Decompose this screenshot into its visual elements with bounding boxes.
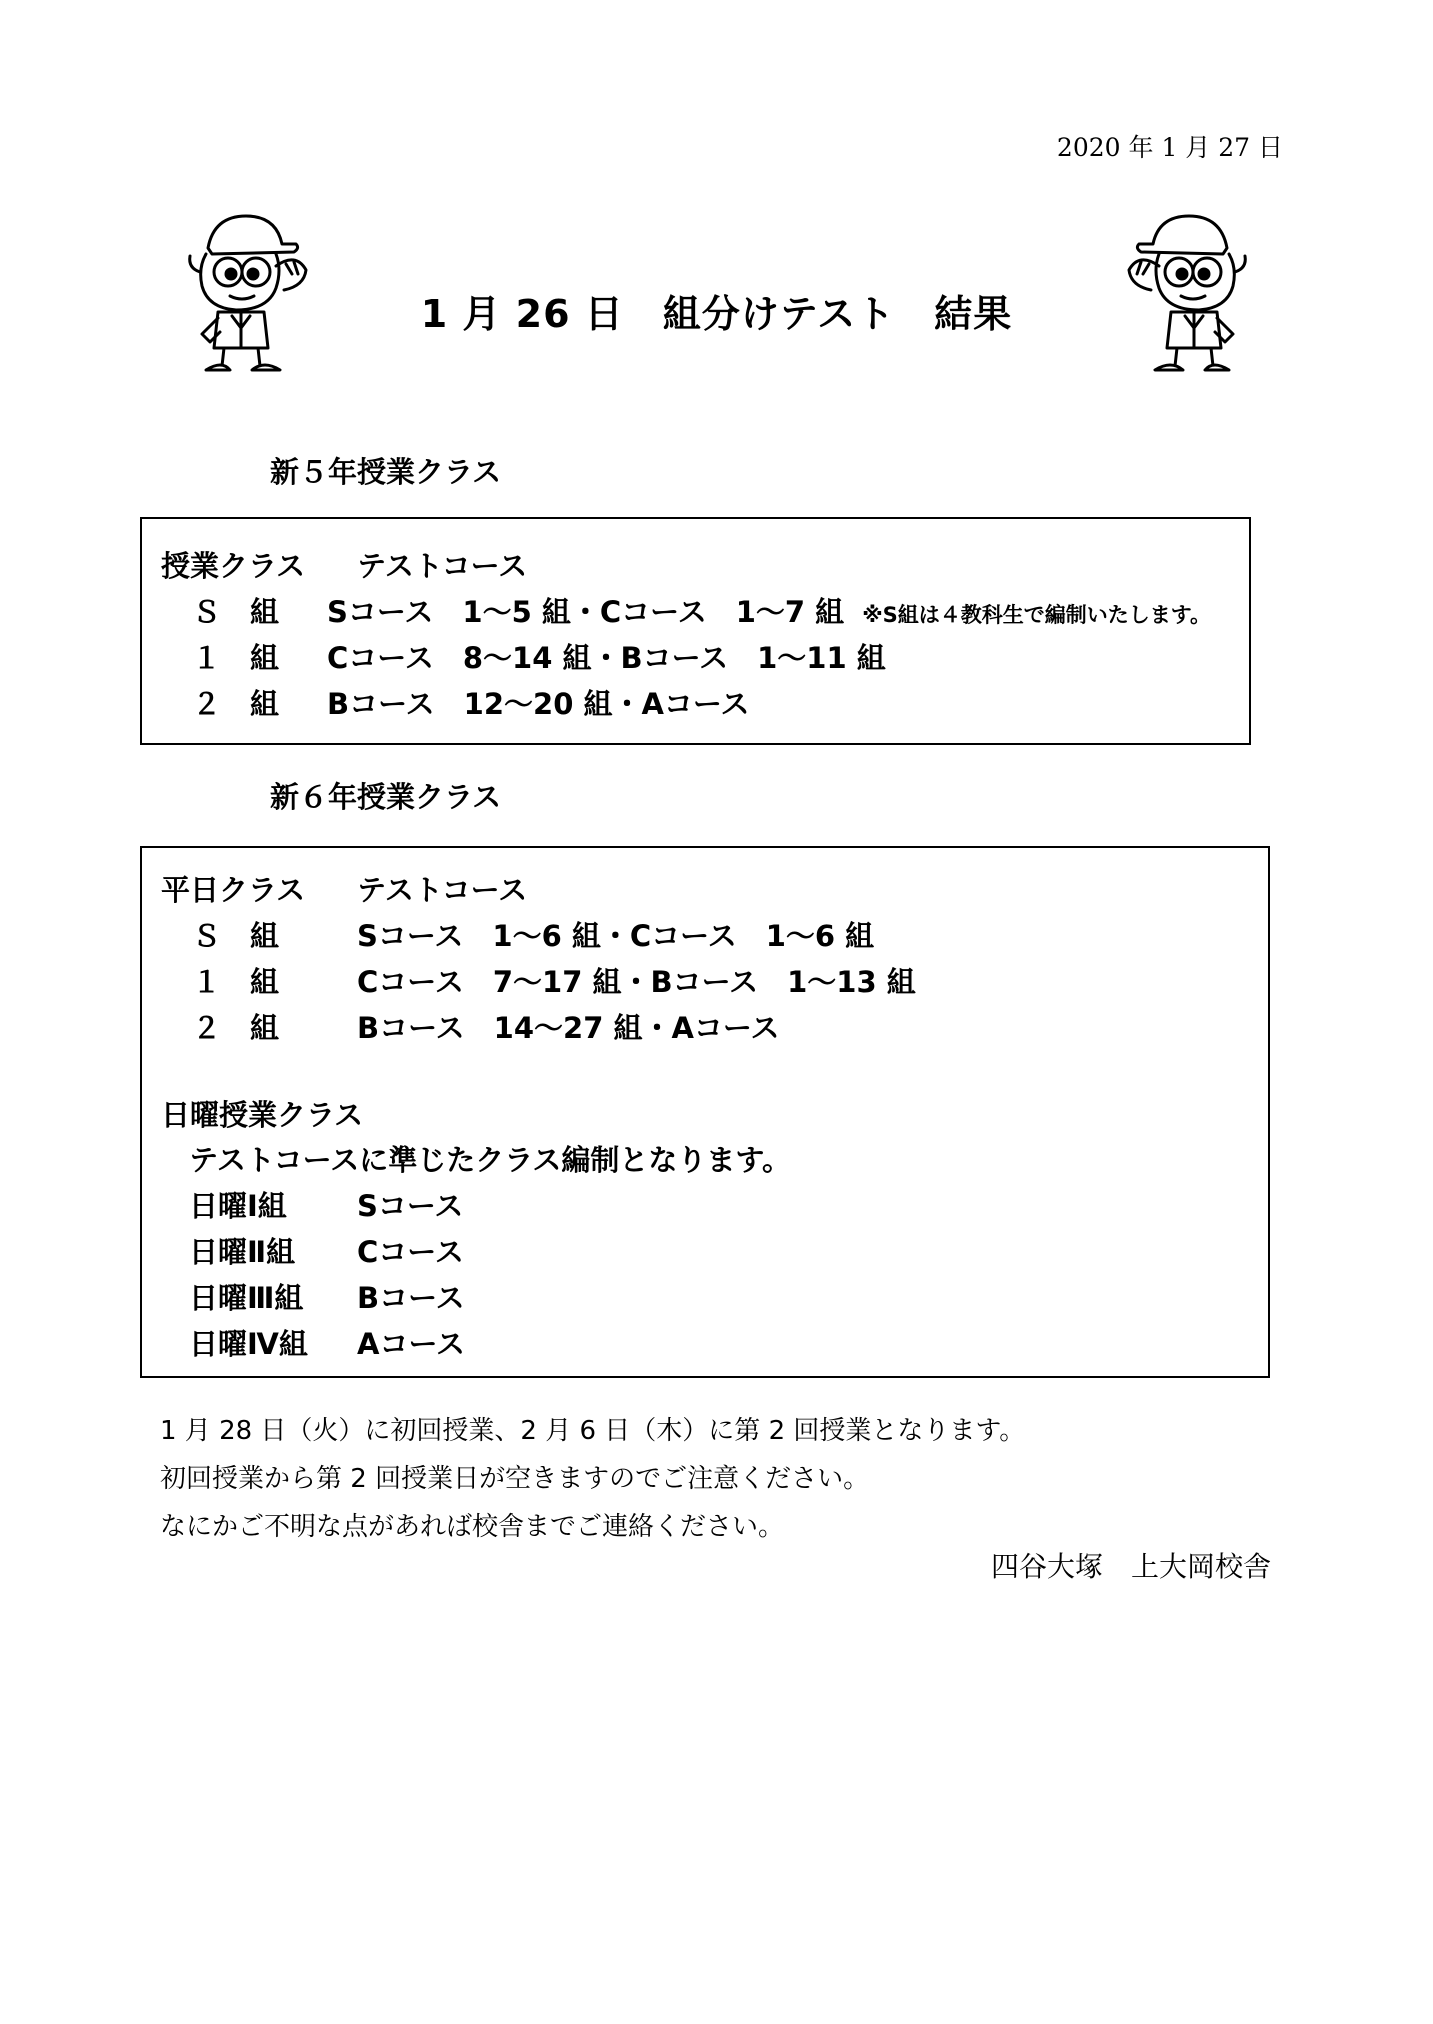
grade6-row-course: Cコース 7〜17 組・Bコース 1〜13 組 <box>357 965 916 999</box>
grade5-row-course-text: Sコース 1〜5 組・Cコース 1〜7 組 <box>327 595 845 629</box>
grade5-row-course: Cコース 8〜14 組・Bコース 1〜11 組 <box>327 641 886 675</box>
grade6-row-course: Sコース 1〜6 組・Cコース 1〜6 組 <box>357 919 875 953</box>
sunday-row-group: 日曜Ⅲ組 <box>189 1281 304 1315</box>
grade5-col-class: 授業クラス <box>161 549 306 583</box>
sunday-row-group: 日曜Ⅳ組 <box>189 1327 308 1361</box>
school-signature: 四谷大塚 上大岡校舎 <box>990 1550 1271 1583</box>
grade6-heading: 新６年授業クラス <box>270 780 502 814</box>
grade5-row-group: １ 組 <box>192 641 280 675</box>
grade5-row-group: ２ 組 <box>192 687 280 721</box>
grade6-col-class: 平日クラス <box>161 873 306 907</box>
sunday-row-course: Aコース <box>357 1327 465 1361</box>
grade5-s-note: ※S組は４教科生で編制いたします。 <box>862 603 1212 627</box>
grade6-row-group: Ｓ 組 <box>192 919 280 953</box>
grade5-col-course: テストコース <box>357 549 528 583</box>
grade6-row-group: １ 組 <box>192 965 280 999</box>
sunday-row-course: Sコース <box>357 1189 464 1223</box>
grade6-box <box>140 846 1270 1378</box>
grade5-box <box>140 517 1251 745</box>
mascot-illustration-right <box>1123 208 1251 378</box>
sunday-description: テストコースに準じたクラス編制となります。 <box>189 1143 792 1177</box>
sunday-row-group: 日曜Ⅰ組 <box>189 1189 287 1223</box>
grade5-row-course: Bコース 12〜20 組・Aコース <box>327 687 750 721</box>
document-date: 2020 年 1 月 27 日 <box>1056 133 1283 162</box>
sunday-heading: 日曜授業クラス <box>161 1098 364 1132</box>
sunday-row-group: 日曜Ⅱ組 <box>189 1235 296 1269</box>
grade5-heading: 新５年授業クラス <box>270 455 502 489</box>
footer-line: 1 月 28 日（火）に初回授業、2 月 6 日（木）に第 2 回授業となります。 <box>160 1416 1026 1446</box>
sunday-row-course: Cコース <box>357 1235 464 1269</box>
grade6-row-group: ２ 組 <box>192 1011 280 1045</box>
sunday-row-course: Bコース <box>357 1281 465 1315</box>
footer-line: 初回授業から第 2 回授業日が空きますのでご注意ください。 <box>160 1464 870 1494</box>
grade5-row-course <box>327 590 1211 631</box>
footer-line: なにかご不明な点があれば校舎までご連絡ください。 <box>160 1512 785 1542</box>
grade6-col-course: テストコース <box>357 873 528 907</box>
page-title: 1 月 26 日 組分けテスト 結果 <box>420 292 1013 336</box>
grade6-row-course: Bコース 14〜27 組・Aコース <box>357 1011 780 1045</box>
grade5-row-group: Ｓ 組 <box>192 595 280 629</box>
